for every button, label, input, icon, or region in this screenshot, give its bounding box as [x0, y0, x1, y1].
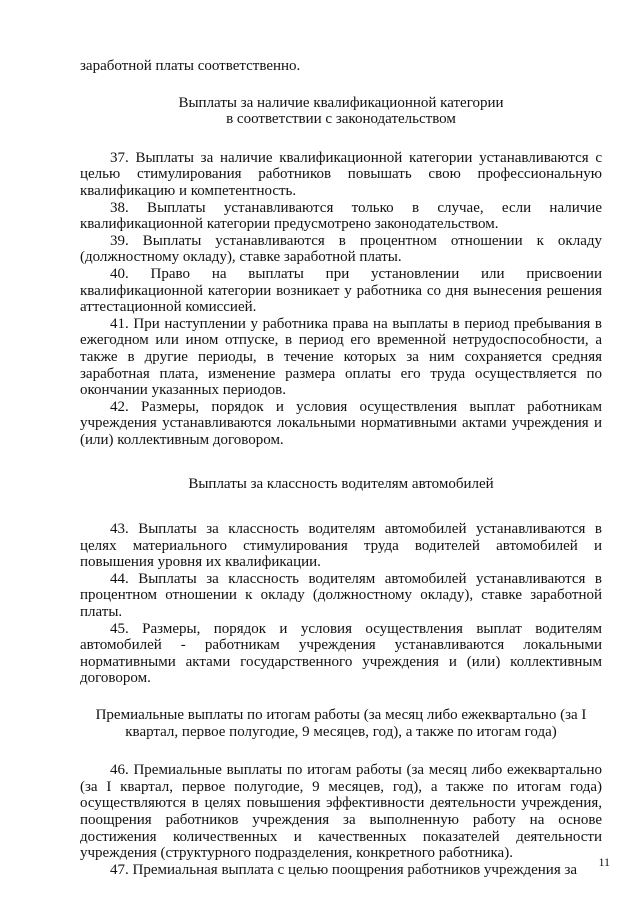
heading-line: Выплаты за наличие квалификационной категории	[178, 94, 504, 111]
paragraph-43: 43. Выплаты за классность водителям автомобилей устанавливаются в целях материального стимулирования труда водителей автомобилей и повышения уровня их квалификации.	[80, 521, 602, 571]
paragraph-46: 46. Премиальные выплаты по итогам работы (за месяц либо ежеквартально (за I квартал, первое полугодие, 9 месяцев, год), а также по итогам года) осуществляются в целях повышения эффективности деятельности учреждения, поощрения работников учреждения за выполненную работу на основе достижения количественных и качественных показателей деятельности учреждения (структурного подразделения, конкретного работника).	[80, 762, 602, 862]
page-number: 11	[598, 855, 610, 869]
heading-line: в соответствии с законодательством	[226, 111, 456, 128]
paragraph-37: 37. Выплаты за наличие квалификационной категории устанавливаются с целью стимулирования работников повышать свою профессиональную квалификацию и компетентность.	[80, 149, 602, 199]
paragraph-42: 42. Размеры, порядок и условия осуществления выплат работникам учреждения устанавливаются локальными нормативными актами учреждения и (или) коллективным договором.	[80, 398, 602, 448]
section-heading-bonus	[80, 707, 602, 740]
paragraph-38: 38. Выплаты устанавливаются только в случае, если наличие квалификационной категории предусмотрено законодательством.	[80, 199, 602, 233]
paragraph-39: 39. Выплаты устанавливаются в процентном отношении к окладу (должностному окладу), ставке заработной платы.	[80, 232, 602, 266]
heading-line: Премиальные выплаты по итогам работы (за месяц либо ежеквартально (за I	[95, 707, 587, 723]
section-heading-qualification	[80, 95, 602, 128]
section-heading-drivers	[80, 476, 602, 493]
heading-line: Выплаты за классность водителям автомобилей	[188, 476, 494, 493]
paragraph-41: 41. При наступлении у работника права на выплаты в период пребывания в ежегодном или ином отпуске, в период его временной нетрудоспособности, а также в другие периоды, в течение которых за ним сохраняется средняя заработная плата, изменение размера оплаты его труда осуществляется по окончании указанных периодов.	[80, 315, 602, 399]
continuation-text: заработной платы соответственно.	[80, 58, 301, 74]
paragraph-44: 44. Выплаты за классность водителям автомобилей устанавливаются в процентном отношении к окладу (должностному окладу), ставке заработной платы.	[80, 570, 602, 621]
heading-line: квартал, первое полугодие, 9 месяцев, год), а также по итогам года)	[125, 723, 557, 740]
paragraph-47: 47. Премиальная выплата с целью поощрения работников учреждения за	[110, 861, 578, 878]
paragraph-45: 45. Размеры, порядок и условия осуществления выплат водителям автомобилей - работникам учреждения устанавливаются локальными нормативными актами государственного учреждения и (или) коллективным договором.	[80, 620, 602, 687]
paragraph-40: 40. Право на выплаты при установлении или присвоении квалификационной категории возникает у работника со дня вынесения решения аттестационной комиссией.	[80, 265, 602, 316]
